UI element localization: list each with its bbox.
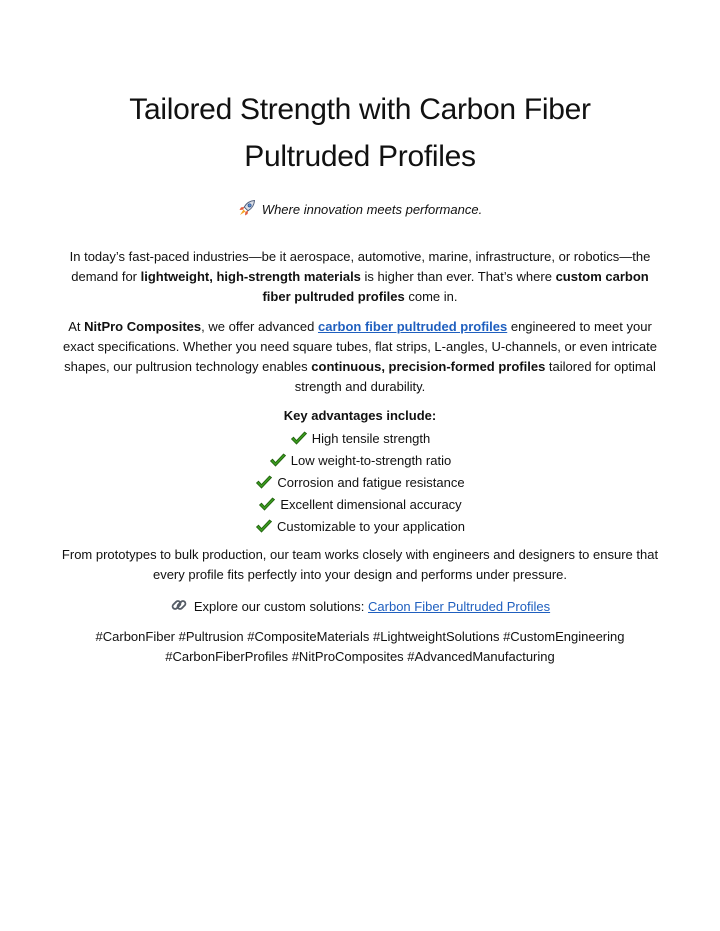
advantages-list: [0, 428, 720, 538]
explore-link[interactable]: Carbon Fiber Pultruded Profiles: [368, 599, 551, 614]
list-item: [0, 516, 720, 538]
page-title: [0, 86, 720, 180]
intro-text-2: is higher than ever. That’s where: [360, 269, 556, 284]
advantage-text: Low weight-to-strength ratio: [290, 453, 452, 468]
company-bold: continuous, precision-formed profiles: [311, 359, 546, 374]
closing-paragraph: From prototypes to bulk production, our team works closely with engineers and designers to ensure that every profile fits perfectly into your design and performs under pressure.: [61, 547, 659, 582]
advantage-text: Corrosion and fatigue resistance: [277, 475, 465, 490]
explore-label: Explore our custom solutions:: [193, 599, 369, 614]
list-item: [0, 494, 720, 516]
tagline: [0, 199, 720, 222]
tagline-text: Where innovation meets performance.: [261, 202, 483, 217]
title-line-2: Pultruded Profiles: [244, 140, 476, 173]
intro-text-1: In today’s fast-paced industries—be it aerospace, automotive, marine, infrastructure, or robotics—the demand for: [69, 249, 651, 284]
intro-bold-2: custom carbon fiber pultruded profiles: [262, 269, 649, 304]
hashtags-line-2: #CarbonFiberProfiles #NitProComposites #AdvancedManufacturing: [165, 649, 555, 664]
advantages-heading: Key advantages include:: [283, 408, 437, 423]
intro-text-3: come in.: [404, 289, 458, 304]
intro-bold-1: lightweight, high-strength materials: [140, 269, 361, 284]
list-item: [0, 450, 720, 472]
company-text-1: At: [68, 319, 85, 334]
advantage-text: Excellent dimensional accuracy: [280, 497, 462, 512]
rocket-icon: [238, 199, 256, 222]
company-name: NitPro Composites: [84, 319, 202, 334]
company-text-3: engineered to meet your exact specifications. Whether you need square tubes, flat strips, L-angles, U-channels, or even intricate shapes, our pultrusion technology enables: [63, 319, 657, 374]
hashtags: [60, 627, 660, 667]
link-icon: [170, 596, 188, 620]
company-text-2: , we offer advanced: [201, 319, 318, 334]
profiles-link[interactable]: carbon fiber pultruded profiles: [317, 319, 508, 334]
list-item: [0, 428, 720, 450]
advantage-text: High tensile strength: [311, 431, 431, 446]
explore-line: [0, 596, 720, 620]
list-item: [0, 472, 720, 494]
hashtags-line-1: #CarbonFiber #Pultrusion #CompositeMaterials #LightweightSolutions #CustomEngineering: [95, 629, 625, 644]
intro-paragraph: [60, 247, 660, 307]
advantage-text: Customizable to your application: [277, 519, 465, 534]
check-mark-icon: [255, 519, 273, 541]
company-text-4: tailored for optimal strength and durability.: [294, 359, 656, 394]
title-line-1: Tailored Strength with Carbon Fiber: [129, 93, 591, 126]
company-paragraph: [60, 317, 660, 397]
